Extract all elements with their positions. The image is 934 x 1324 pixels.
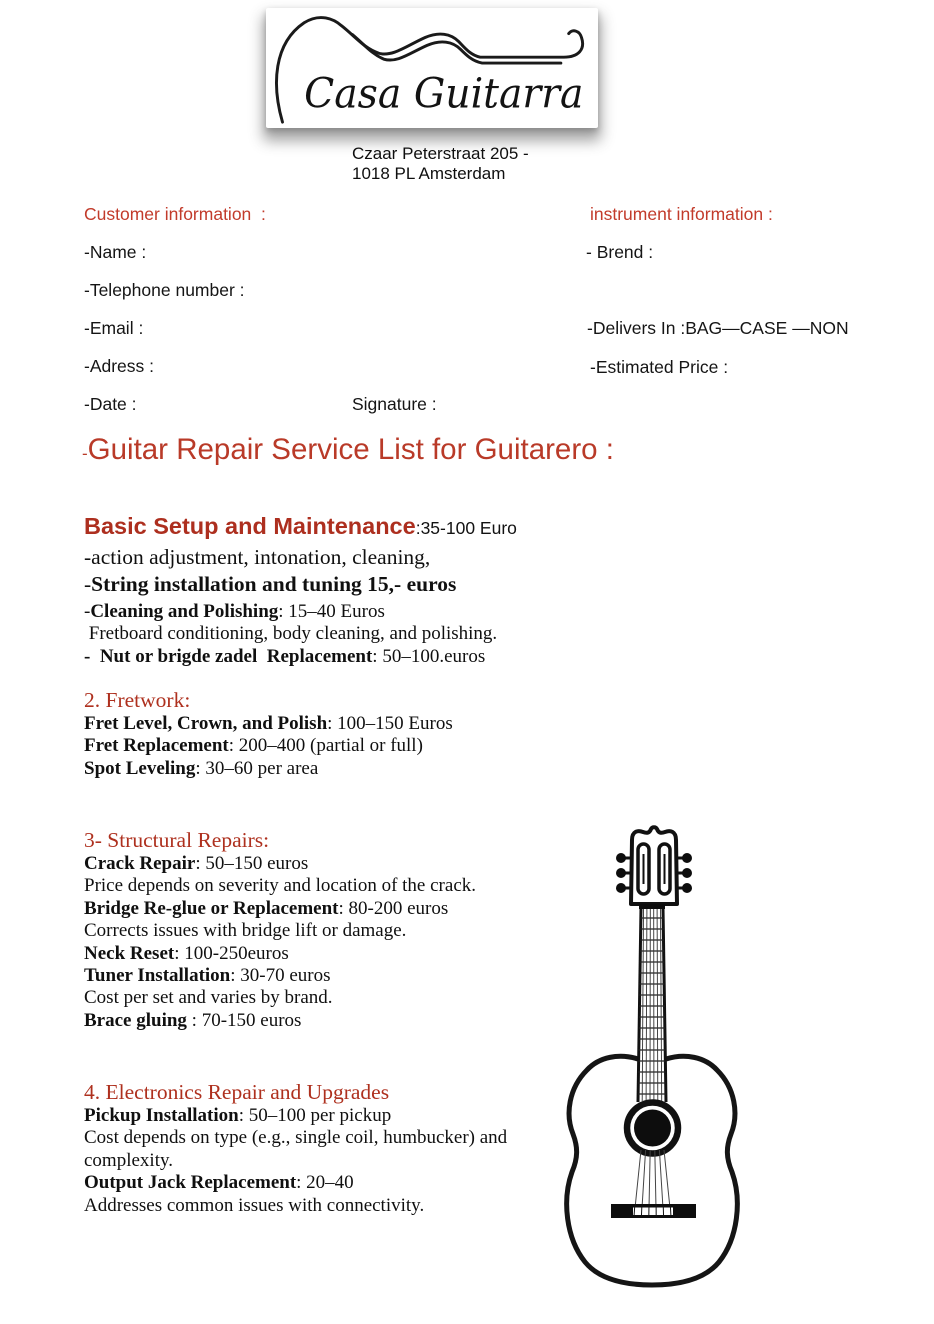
service-line-bold: Fret Level, Crown, and Polish bbox=[84, 713, 328, 734]
service-line bbox=[84, 898, 604, 920]
logo-card bbox=[266, 8, 598, 128]
page-title bbox=[82, 433, 614, 467]
service-line-bold: Neck Reset bbox=[84, 942, 175, 964]
service-line-rest: : 80-200 euros bbox=[338, 897, 449, 919]
address-block bbox=[352, 144, 529, 183]
section-fretwork bbox=[84, 688, 604, 780]
service-line-rest: action adjustment, intonation, cleaning, bbox=[91, 545, 431, 569]
section-electronics bbox=[84, 1080, 604, 1217]
service-line bbox=[84, 943, 604, 965]
service-line bbox=[84, 713, 604, 735]
service-line bbox=[84, 853, 604, 875]
service-line-bold: Tuner Installation bbox=[84, 965, 231, 987]
service-line bbox=[84, 1105, 604, 1127]
service-line-rest: complexity. bbox=[84, 1149, 173, 1171]
service-line-rest: : 50–100.euros bbox=[372, 645, 486, 667]
service-line-rest: : 50–100 per pickup bbox=[238, 1105, 392, 1126]
address-line-2: 1018 PL Amsterdam bbox=[352, 163, 506, 183]
service-line-rest: Corrects issues with bridge lift or damage. bbox=[84, 920, 407, 942]
service-line-prefix: - bbox=[84, 601, 91, 622]
logo-guitar-line-art-icon bbox=[266, 8, 598, 128]
classical-guitar-drawing-icon bbox=[557, 820, 752, 1290]
service-line-bold: Fret Replacement bbox=[84, 735, 229, 757]
service-line-rest: : 100–150 Euros bbox=[327, 713, 453, 734]
service-line bbox=[84, 571, 604, 598]
service-line-rest: : 20–40 bbox=[296, 1172, 354, 1194]
service-line-rest: Addresses common issues with connectivity. bbox=[84, 1194, 425, 1216]
service-line-rest: Price depends on severity and location of the crack. bbox=[84, 875, 476, 897]
service-line-rest: Cost depends on type (e.g., single coil, humbucker) and bbox=[84, 1127, 508, 1149]
section-heading: 2. Fretwork: bbox=[84, 688, 191, 712]
service-line-rest: : 100-250euros bbox=[174, 942, 289, 964]
service-line-rest: : 70-150 euros bbox=[191, 1009, 302, 1031]
service-line bbox=[84, 646, 604, 668]
service-line bbox=[84, 1150, 604, 1172]
service-line bbox=[84, 601, 604, 623]
section-heading: 4. Electronics Repair and Upgrades bbox=[84, 1080, 390, 1104]
service-line-bold: String installation and tuning 15,- euros bbox=[91, 571, 457, 596]
service-line-rest: : 30–60 per area bbox=[195, 757, 319, 779]
service-line-rest: : 200–400 (partial or full) bbox=[228, 735, 423, 757]
brend-field-label: - Brend : bbox=[586, 242, 654, 262]
service-line-bold: Crack Repair bbox=[84, 853, 196, 874]
service-line-bold: - Nut or brigde zadel Replacement bbox=[84, 645, 373, 667]
brand-name: Casa Guitarra bbox=[304, 69, 584, 118]
service-line-bold: Brace gluing bbox=[84, 1009, 192, 1031]
title-dash: - bbox=[82, 444, 88, 463]
service-line-rest: : 15–40 Euros bbox=[278, 601, 385, 622]
signature-field-label: Signature : bbox=[352, 394, 437, 414]
name-field-label: -Name : bbox=[84, 242, 147, 262]
section-structural-repairs bbox=[84, 828, 604, 1032]
service-line-rest: : 30-70 euros bbox=[230, 965, 331, 987]
service-line bbox=[84, 544, 604, 571]
service-line-bold: Pickup Installation bbox=[84, 1105, 239, 1126]
section-heading-price-suffix: :35-100 Euro bbox=[415, 518, 517, 538]
service-line-rest: Cost per set and varies by brand. bbox=[84, 987, 333, 1009]
section-heading bbox=[84, 511, 604, 544]
service-line bbox=[84, 987, 604, 1009]
adress-field-label: -Adress : bbox=[84, 356, 155, 376]
estimated-price-field-label: -Estimated Price : bbox=[590, 357, 729, 377]
service-line-rest: : 50–150 euros bbox=[195, 853, 309, 874]
service-line-rest: Fretboard conditioning, body cleaning, and polishing. bbox=[88, 623, 498, 645]
telephone-field-label: -Telephone number : bbox=[84, 280, 245, 300]
section-basic-setup bbox=[84, 511, 604, 668]
service-line bbox=[84, 735, 604, 757]
service-line bbox=[84, 623, 604, 645]
instrument-information-heading: instrument information : bbox=[590, 204, 773, 224]
service-line bbox=[84, 875, 604, 897]
service-line-bold: Output Jack Replacement bbox=[84, 1172, 297, 1194]
service-line bbox=[84, 965, 604, 987]
service-line-bold: Cleaning and Polishing bbox=[90, 601, 279, 622]
customer-information-heading: Customer information : bbox=[84, 204, 266, 224]
service-line bbox=[84, 1172, 604, 1194]
service-line bbox=[84, 1195, 604, 1217]
date-field-label: -Date : bbox=[84, 394, 137, 414]
service-line bbox=[84, 758, 604, 780]
service-line-bold: Spot Leveling bbox=[84, 757, 196, 779]
delivers-in-field-label: -Delivers In :BAG—CASE —NON bbox=[587, 318, 849, 338]
section-heading-text: Basic Setup and Maintenance bbox=[84, 513, 416, 539]
section-heading: 3- Structural Repairs: bbox=[84, 828, 270, 852]
address-line-1: Czaar Peterstraat 205 - bbox=[352, 144, 529, 163]
service-line bbox=[84, 1010, 604, 1032]
email-field-label: -Email : bbox=[84, 318, 144, 338]
title-text: Guitar Repair Service List for Guitarero : bbox=[87, 433, 614, 466]
service-line-prefix: - bbox=[84, 571, 92, 596]
service-line bbox=[84, 920, 604, 942]
service-line-bold: Bridge Re-glue or Replacement bbox=[84, 897, 339, 919]
service-line-prefix: - bbox=[84, 545, 92, 569]
service-line bbox=[84, 1127, 604, 1149]
